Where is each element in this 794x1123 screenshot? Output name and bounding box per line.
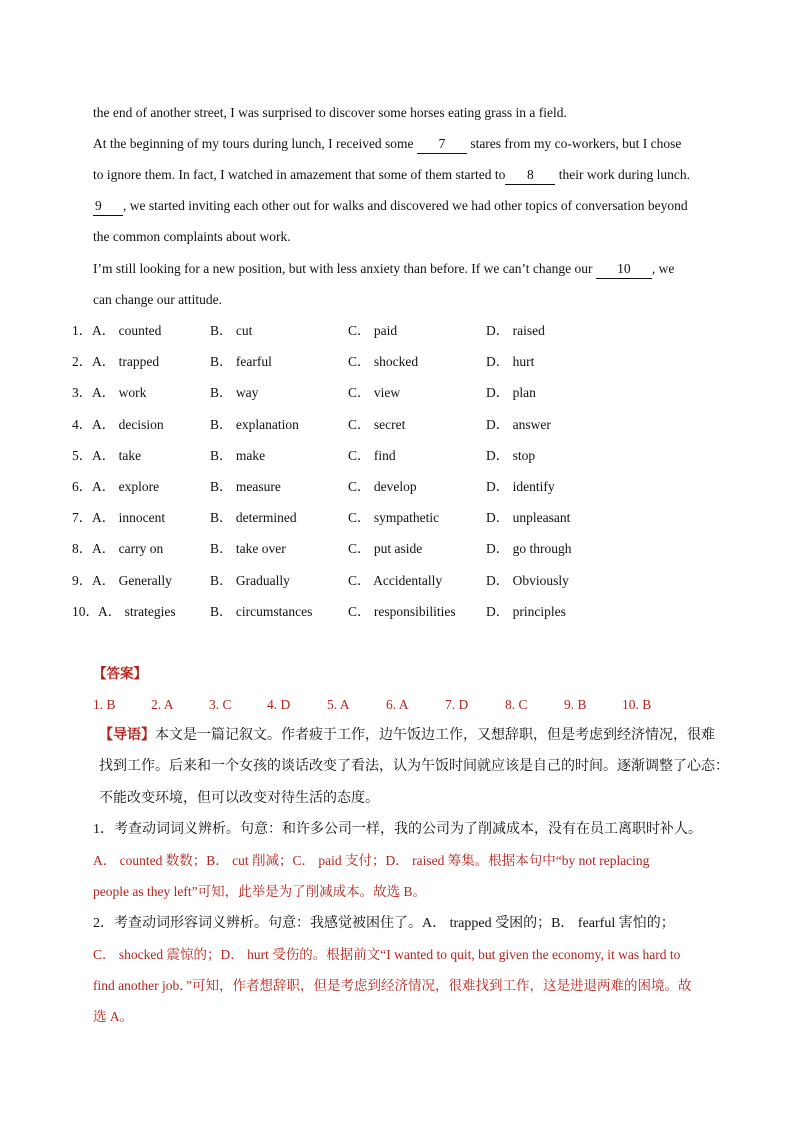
option-number: 6． — [72, 479, 93, 494]
option-number: 2． — [72, 354, 93, 369]
passage-line-3-post: their work during lunch. — [555, 167, 690, 182]
option-c: C． shocked — [348, 354, 419, 369]
explanation-2-line-2: C． shocked 震惊的；D． hurt 受伤的。根据前文“I wanted to quit, but given the economy, it was hard to — [93, 947, 681, 962]
explanation-1-line-1: 1．考查动词词义辨析。句意：和许多公司一样，我的公司为了削减成本，没有在员工离职时补人。 — [93, 822, 702, 837]
blank-10: 10 — [596, 260, 652, 279]
option-number: 3． — [72, 385, 93, 400]
answer-heading: 【答案】 — [93, 666, 147, 681]
passage-line-4 — [93, 197, 688, 216]
option-c: C． secret — [348, 417, 406, 432]
option-c: C． find — [348, 448, 396, 463]
option-row-10 — [72, 603, 712, 621]
passage-line-6-pre: I’m still looking for a new position, but with less anxiety than before. If we can’t change our — [93, 261, 596, 276]
passage-line-6-post: , we — [651, 261, 675, 276]
option-a: A． carry on — [92, 541, 164, 556]
passage-line-1: the end of another street, I was surprised to discover some horses eating grass in a field. — [93, 105, 567, 120]
option-row-2 — [72, 353, 712, 371]
option-b: B． make — [210, 448, 266, 463]
answer-item: 3. C — [209, 697, 232, 712]
option-a: A． Generally — [92, 573, 172, 588]
option-number: 7． — [72, 510, 93, 525]
explanation-1-line-3: people as they left”可知，此举是为了削减成本。故选 B。 — [93, 884, 426, 899]
answer-item: 8. C — [505, 697, 528, 712]
option-b: B． explanation — [210, 417, 299, 432]
option-number: 4． — [72, 417, 93, 432]
passage-line-4-post: , we started inviting each other out for walks and discovered we had other topics of conversation beyond — [123, 198, 688, 213]
option-a: A． explore — [92, 479, 160, 494]
option-c: C． put aside — [348, 541, 423, 556]
blank-7: 7 — [417, 135, 467, 154]
option-number: 10． — [72, 604, 99, 619]
option-a: A． innocent — [92, 510, 166, 525]
option-row-9 — [72, 572, 712, 590]
guide-line-2: 找到工作。后来和一个女孩的谈话改变了看法，认为午饭时间就应该是自己的时间。逐渐调整了心态： — [99, 759, 729, 774]
explanation-1-line-2: A． counted 数数；B． cut 削减；C． paid 支付；D． raised 筹集。根据本句中“by not replacing — [93, 853, 650, 868]
passage-line-5: the common complaints about work. — [93, 229, 291, 244]
option-row-5 — [72, 447, 712, 465]
option-d: D． plan — [486, 385, 536, 400]
explanation-2-line-3: find another job．”可知，作者想辞职，但是考虑到经济情况，很难找到工作，这是进退两难的困境。故 — [93, 978, 692, 993]
blank-9: 9 — [93, 197, 123, 216]
option-row-3 — [72, 384, 712, 402]
option-row-8 — [72, 540, 712, 558]
option-d: D． Obviously — [486, 573, 569, 588]
option-d: D． identify — [486, 479, 555, 494]
option-row-6 — [72, 478, 712, 496]
option-row-7 — [72, 509, 712, 527]
option-a: A． take — [92, 448, 142, 463]
option-c: C． responsibilities — [348, 604, 456, 619]
option-a: A． counted — [92, 323, 162, 338]
answer-item: 7. D — [445, 697, 469, 712]
explanation-2-line-1: 2．考查动词形容词义辨析。句意：我感觉被困住了。A． trapped 受困的；B． fearful 害怕的； — [93, 916, 675, 931]
answer-item: 1. B — [93, 697, 116, 712]
option-d: D． go through — [486, 541, 572, 556]
option-c: C． Accidentally — [348, 573, 443, 588]
option-c: C． paid — [348, 323, 398, 338]
explanation-2-line-4: 选 A。 — [93, 1009, 134, 1024]
option-b: B． take over — [210, 541, 286, 556]
option-number: 1． — [72, 323, 93, 338]
passage-line-2-post: stares from my co-workers, but I chose — [466, 136, 682, 151]
answer-list — [93, 696, 693, 714]
option-b: B． determined — [210, 510, 297, 525]
option-c: C． sympathetic — [348, 510, 440, 525]
option-row-4 — [72, 416, 712, 434]
passage-line-3-pre: to ignore them. In fact, I watched in amazement that some of them started to — [93, 167, 506, 182]
answer-item: 5. A — [327, 697, 350, 712]
guide-label: 【导语】 — [99, 728, 155, 743]
passage-line-3 — [93, 166, 690, 185]
option-d: D． answer — [486, 417, 551, 432]
option-number: 9． — [72, 573, 93, 588]
passage-line-7: can change our attitude. — [93, 292, 222, 307]
passage-line-6 — [93, 260, 674, 279]
option-a: A． strategies — [98, 604, 176, 619]
answer-item: 2. A — [151, 697, 174, 712]
option-a: A． work — [92, 385, 147, 400]
answer-item: 9. B — [564, 697, 587, 712]
option-b: B． circumstances — [210, 604, 313, 619]
option-c: C． develop — [348, 479, 417, 494]
passage-line-2 — [93, 135, 681, 154]
option-d: D． principles — [486, 604, 566, 619]
answer-item: 10. B — [622, 697, 652, 712]
option-d: D． raised — [486, 323, 545, 338]
option-b: B． way — [210, 385, 259, 400]
answer-item: 4. D — [267, 697, 291, 712]
option-number: 5． — [72, 448, 93, 463]
option-c: C． view — [348, 385, 401, 400]
option-row-1 — [72, 322, 712, 340]
option-a: A． decision — [92, 417, 164, 432]
option-a: A． trapped — [92, 354, 160, 369]
guide-line-3: 不能改变环境，但可以改变对待生活的态度。 — [99, 791, 379, 806]
option-b: B． cut — [210, 323, 253, 338]
answer-item: 6. A — [386, 697, 409, 712]
option-b: B． Gradually — [210, 573, 290, 588]
passage-line-2-pre: At the beginning of my tours during lunch, I received some — [93, 136, 417, 151]
blank-8: 8 — [505, 166, 555, 185]
option-b: B． fearful — [210, 354, 272, 369]
option-d: D． unpleasant — [486, 510, 571, 525]
option-d: D． hurt — [486, 354, 535, 369]
guide-line-1 — [99, 727, 715, 745]
option-b: B． measure — [210, 479, 281, 494]
guide-text-1: 本文是一篇记叙文。作者疲于工作，边午饭边工作，又想辞职，但是考虑到经济情况，很难 — [155, 728, 715, 743]
option-number: 8． — [72, 541, 93, 556]
option-d: D． stop — [486, 448, 536, 463]
